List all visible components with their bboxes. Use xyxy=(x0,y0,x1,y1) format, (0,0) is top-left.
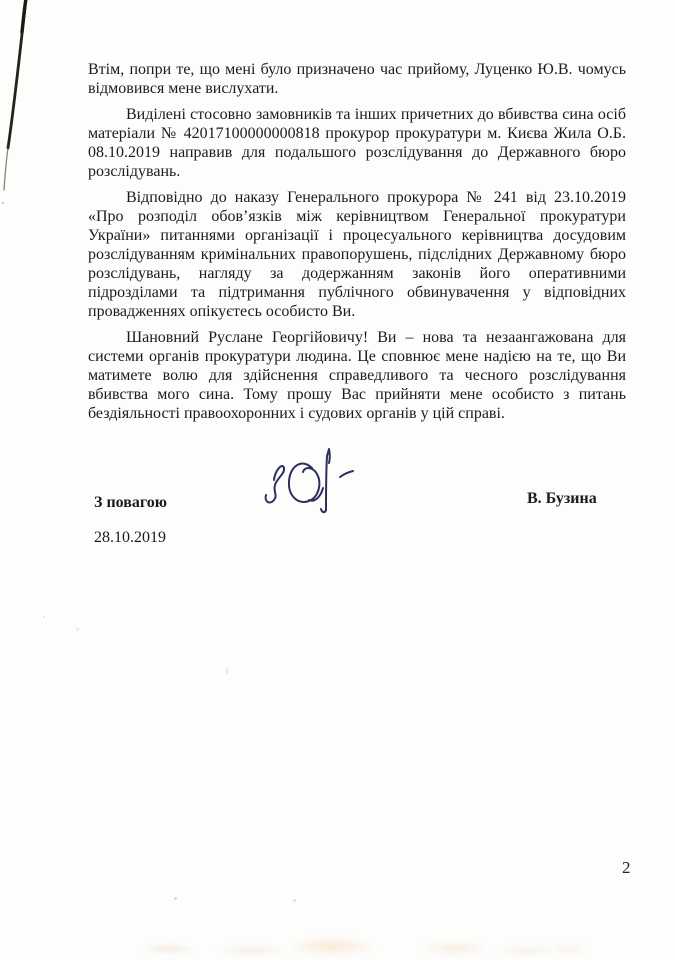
closing-salutation: З повагою xyxy=(94,494,167,511)
scan-speck xyxy=(43,616,45,618)
scan-speck xyxy=(174,897,177,900)
letter-body xyxy=(88,60,626,430)
scan-smudge xyxy=(418,941,490,956)
scan-edge-artifact xyxy=(0,0,40,220)
scan-smudge xyxy=(214,945,286,956)
letter-paragraph: Втім, попри те, що мені було призначено час прийому, Луценко Ю.В. чомусь відмовився мене вислухати. xyxy=(88,61,626,97)
scan-smudge xyxy=(548,943,590,955)
letter-paragraph: Відповідно до наказу Генерального прокурора № 241 від 23.10.2019 «Про розподіл обов’язків між керівництвом Генеральної прокуратури України» питаннями організації і процесуального керівництва досудовим розслідуванням кримінальних правопорушень, підслідних Державному бюро розслідувань, нагляду за додержанням законів його оперативними підрозділами та підтримання публічного обвинувачення у відповідних провадженнях опікуєтесь особисто Ви. xyxy=(88,189,626,320)
scan-speck xyxy=(226,668,228,674)
scan-smudge xyxy=(288,937,376,956)
letter-date: 28.10.2019 xyxy=(94,529,166,546)
letter-paragraph: Виділені стосовно замовників та інших причетних до вбивства сина осіб матеріали № 42017100000000818 прокурор прокуратури м. Києва Жила О.Б. 08.10.2019 направив для подальшого розслідування до Державного бюро розслідувань. xyxy=(88,106,626,180)
scan-speck xyxy=(293,899,296,902)
scan-smudge xyxy=(140,944,198,954)
scan-speck xyxy=(76,628,79,631)
signatory-name: В. Бузина xyxy=(527,490,597,507)
handwritten-signature-icon xyxy=(252,444,358,518)
letter-paragraph: Шановний Руслане Георгійовичу! Ви – нова та незаангажована для системи органів прокуратури людина. Це сповнює мене надією на те, що Ви матимете волю для здійснення справедливого та чесного розслідування вбивства мого сина. Тому прошу Вас прийняти мене особисто з питань бездіяльності правоохоронних і судових органів у цій справі. xyxy=(88,329,626,422)
scan-smudge xyxy=(498,945,556,956)
page-number: 2 xyxy=(622,858,631,877)
